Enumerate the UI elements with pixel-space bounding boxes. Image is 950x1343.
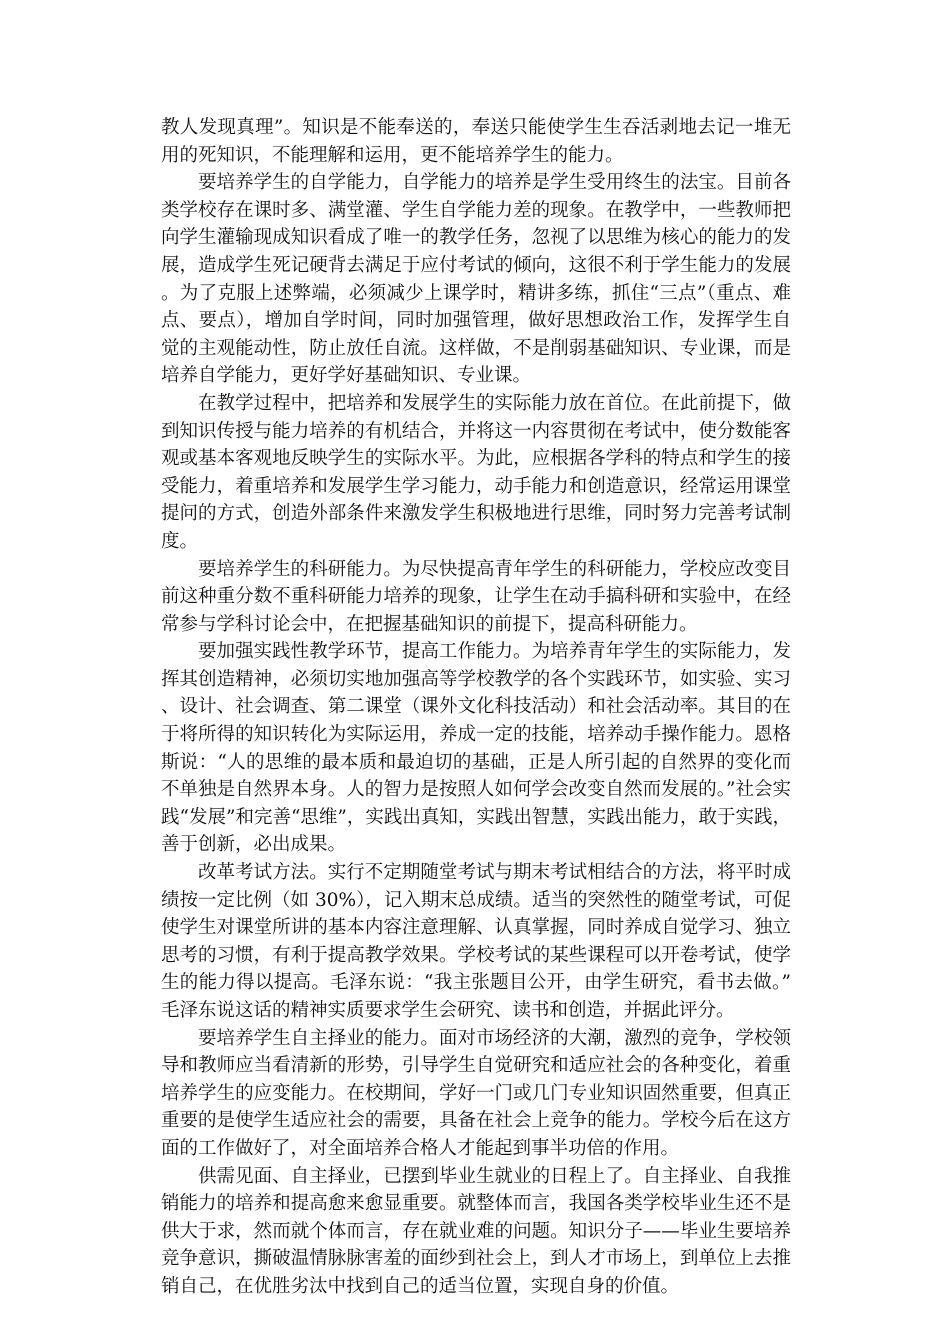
paragraph-self-promotion: 供需见面、自主择业，已摆到毕业生就业的日程上了。自主择业、自我推销能力的培养和提高愈来愈显重要。就整体而言，我国各类学校毕业生还不是供大于求，然而就个体而言，存在就业难的问题。知识分子——毕业生要培养竞争意识，撕破温情脉脉害羞的面纱到社会上，到人才市场上，到单位上去推销自己，在优胜劣汰中找到自己的适当位置，实现自身的价值。 xyxy=(161,1165,791,1297)
paragraph-teaching-process: 在教学过程中，把培养和发展学生的实际能力放在首位。在此前提下，做到知识传授与能力培养的有机结合，并将这一内容贯彻在考试中，使分数能客观或基本客观地反映学生的实际水平。为此，应根据各学科的特点和学生的接受能力，着重培养和发展学生学习能力，动手能力和创造意识，经常运用课堂提问的方式，创造外部条件来激发学生积极地进行思维，同时努力完善考试制度。 xyxy=(161,392,791,552)
paragraph-exam-reform: 改革考试方法。实行不定期随堂考试与期末考试相结合的方法，将平时成绩按一定比例（如 30%），记入期末总成绩。适当的突然性的随堂考试，可促使学生对课堂所讲的基本内容注意理解、认真掌握，同时养成自觉学习、独立思考的习惯，有利于提高教学效果。学校考试的某些课程可以开卷考试，使学生的能力得以提高。毛泽东说：“我主张题目公开，由学生研究，看书去做。”毛泽东说这话的精神实质要求学生会研究、读书和创造，并据此评分。 xyxy=(161,862,791,1021)
paragraph-practice: 要加强实践性教学环节，提高工作能力。为培养青年学生的实际能力，发挥其创造精神，必须切实地加强高等学校教学的各个实践环节，如实验、实习、设计、社会调查、第二课堂（课外文化科技活动）和社会活动率。其目的在于将所得的知识转化为实际运用，养成一定的技能，培养动手操作能力。恩格斯说：“人的思维的最本质和最迫切的基础，正是人所引起的自然界的变化而不单独是自然界本身。人的智力是按照人如何学会改变自然而发展的。”社会实践“发展”和完善“思维”，实践出真知，实践出智慧，实践出能力，敢于实践，善于创新，必出成果。 xyxy=(161,641,791,856)
body-text xyxy=(161,114,791,1301)
paragraph-continuation: 教人发现真理”。知识是不能奉送的，奉送只能使学生生吞活剥地去记一堆无用的死知识，不能理解和运用，更不能培养学生的能力。 xyxy=(161,117,791,166)
paragraph-self-study: 要培养学生的自学能力，自学能力的培养是学生受用终生的法宝。目前各类学校存在课时多、满堂灌、学生自学能力差的现象。在教学中，一些教师把向学生灌输现成知识看成了唯一的教学任务，忽视了以思维为核心的能力的发展，造成学生死记硬背去满足于应付考试的倾向，这很不利于学生能力的发展。为了克服上述弊端，必须减少上课学时，精讲多练，抓住“三点”（重点、难点、要点），增加自学时间，同时加强管理，做好思想政治工作，发挥学生自觉的主观能动性，防止放任自流。这样做，不是削弱基础知识、专业课，而是培养自学能力，更好学好基础知识、专业课。 xyxy=(161,172,791,387)
paragraph-research-ability: 要培养学生的科研能力。为尽快提高青年学生的科研能力，学校应改变目前这种重分数不重科研能力培养的现象，让学生在动手搞科研和实验中，在经常参与学科讨论会中，在把握基础知识的前提下，提高科研能力。 xyxy=(161,558,791,635)
paragraph-career-choice: 要培养学生自主择业的能力。面对市场经济的大潮，激烈的竞争，学校领导和教师应当看清新的形势，引导学生自觉研究和适应社会的各种变化，着重培养学生的应变能力。在校期间，学好一门或几门专业知识固然重要，但真正重要的是使学生适应社会的需要，具备在社会上竞争的能力。学校今后在这方面的工作做好了，对全面培养合格人才能起到事半功倍的作用。 xyxy=(161,1027,791,1159)
